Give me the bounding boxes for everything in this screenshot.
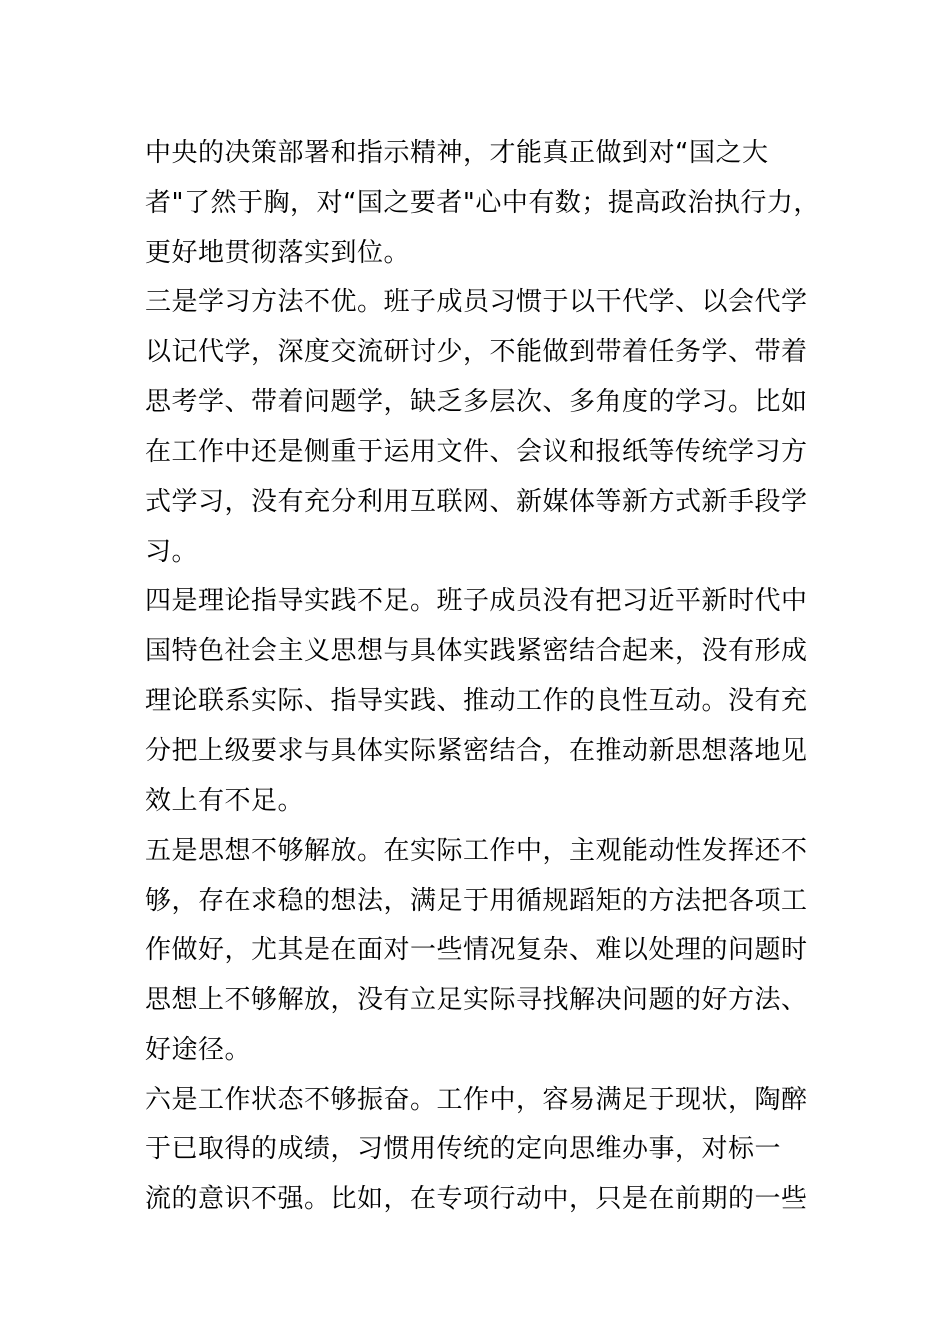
text-line: 者"了然于胸，对“国之要者"心中有数；提高政治执行力，	[145, 188, 820, 218]
text-line: 效上有不足。	[145, 786, 305, 816]
text-line: 六是工作状态不够振奋。工作中，容易满足于现状，陶醉	[145, 1085, 808, 1115]
text-line: 国特色社会主义思想与具体实践紧密结合起来，没有形成	[145, 636, 808, 666]
text-line: 更好地贯彻落实到位。	[145, 238, 411, 268]
text-line: 流的意识不强。比如，在专项行动中，只是在前期的一些	[145, 1184, 808, 1214]
text-line: 在工作中还是侧重于运用文件、会议和报纸等传统学习方	[145, 437, 808, 467]
text-line: 思想上不够解放，没有立足实际寻找解决问题的好方法、	[145, 985, 808, 1015]
text-line: 三是学习方法不优。班子成员习惯于以干代学、以会代学	[145, 287, 808, 317]
text-line: 式学习，没有充分利用互联网、新媒体等新方式新手段学	[145, 487, 808, 517]
text-line: 五是思想不够解放。在实际工作中，主观能动性发挥还不	[145, 836, 808, 866]
text-line: 思考学、带着问题学，缺乏多层次、多角度的学习。比如	[145, 387, 808, 417]
text-line: 四是理论指导实践不足。班子成员没有把习近平新时代中	[145, 586, 808, 616]
text-line: 理论联系实际、指导实践、推动工作的良性互动。没有充	[145, 686, 808, 716]
text-line: 习。	[145, 537, 199, 567]
text-line: 作做好，尤其是在面对一些情况复杂、难以处理的问题时	[145, 935, 808, 965]
text-line: 够，存在求稳的想法，满足于用循规蹈矩的方法把各项工	[145, 886, 808, 916]
text-line: 于已取得的成绩，习惯用传统的定向思维办事，对标一	[145, 1134, 782, 1164]
text-line: 以记代学，深度交流研讨少，不能做到带着任务学、带着	[145, 337, 808, 367]
text-line: 中央的决策部署和指示精神，才能真正做到对“国之大	[145, 138, 769, 168]
text-line: 分把上级要求与具体实际紧密结合，在推动新思想落地见	[145, 736, 808, 766]
text-line: 好途径。	[145, 1035, 252, 1065]
